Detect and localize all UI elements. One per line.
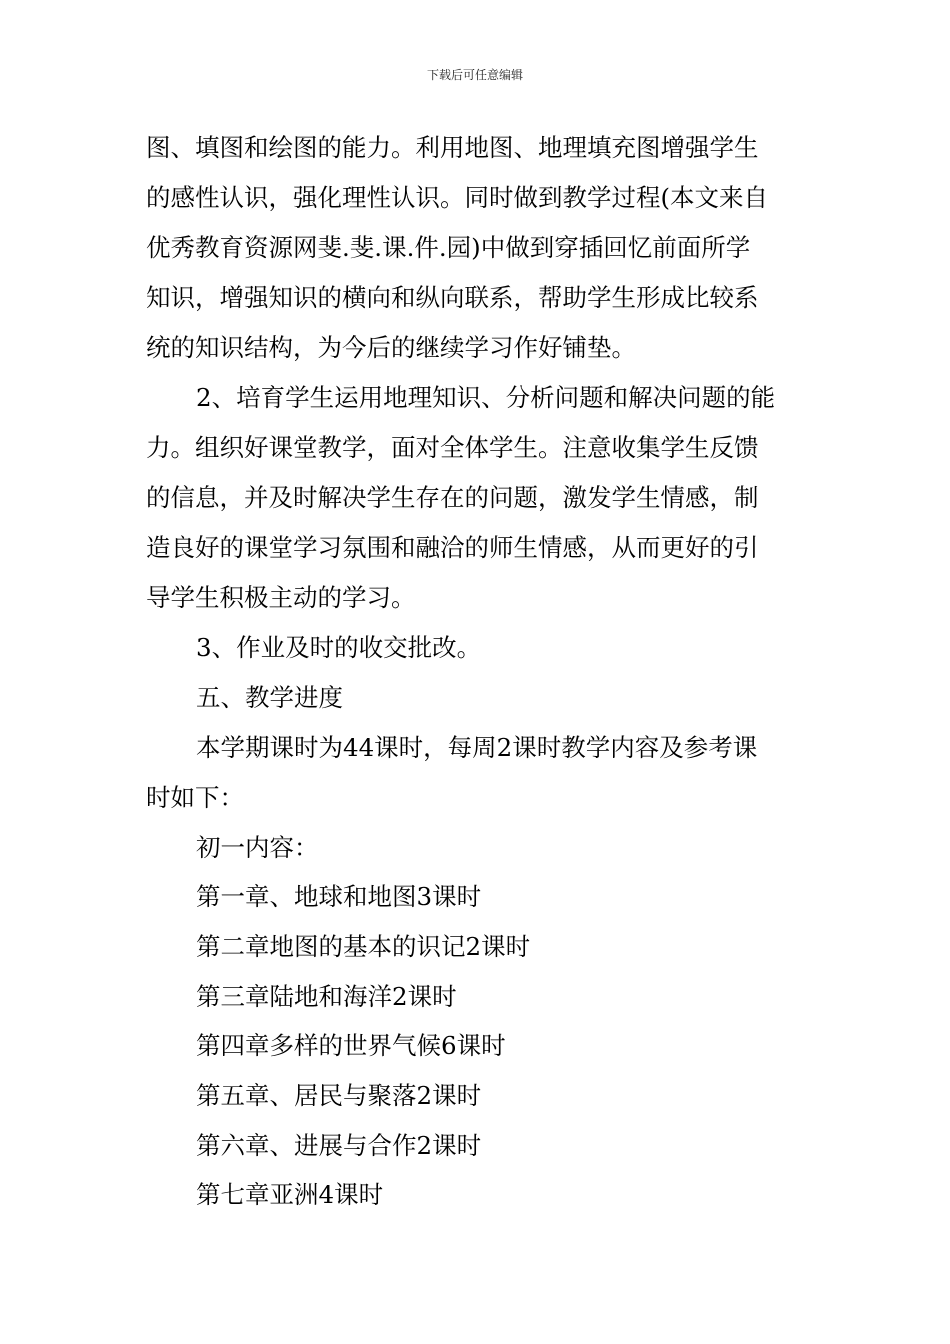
section-heading: 五、教学进度: [196, 683, 343, 712]
list-item: 第五章、居民与聚落2课时: [196, 1081, 482, 1110]
paragraph-line: 的信息，并及时解决学生存在的问题，激发学生情感，制: [146, 483, 759, 512]
list-item: 第四章多样的世界气候6课时: [196, 1031, 506, 1060]
list-item: 第三章陆地和海洋2课时: [196, 982, 457, 1011]
list-heading: 初一内容：: [196, 833, 319, 862]
paragraph-line: 导学生积极主动的学习。: [146, 583, 416, 612]
paragraph-line: 2、培育学生运用地理知识、分析问题和解决问题的能: [196, 383, 776, 412]
paragraph-line: 时如下：: [146, 783, 244, 812]
list-item: 第一章、地球和地图3课时: [196, 882, 482, 911]
paragraph-line: 造良好的课堂学习氛围和融洽的师生情感，从而更好的引: [146, 533, 759, 562]
paragraph-line: 知识，增强知识的横向和纵向联系，帮助学生形成比较系: [146, 283, 759, 312]
paragraph-line: 3、作业及时的收交批改。: [196, 633, 482, 662]
list-item: 第二章地图的基本的识记2课时: [196, 932, 531, 961]
paragraph-line: 本学期课时为44课时，每周2课时教学内容及参考课: [196, 733, 758, 762]
paragraph-line: 图、填图和绘图的能力。利用地图、地理填充图增强学生: [146, 133, 759, 162]
paragraph-line: 优秀教育资源网斐.斐.课.件.园)中做到穿插回忆前面所学: [146, 233, 751, 262]
list-item: 第七章亚洲4课时: [196, 1180, 384, 1209]
paragraph-line: 统的知识结构，为今后的继续学习作好铺垫。: [146, 333, 636, 362]
paragraph-line: 的感性认识，强化理性认识。同时做到教学过程(本文来自: [146, 183, 769, 212]
list-item: 第六章、进展与合作2课时: [196, 1131, 482, 1160]
paragraph-line: 力。组织好课堂教学，面对全体学生。注意收集学生反馈: [146, 433, 759, 462]
page-header: 下载后可任意编辑: [426, 68, 523, 82]
